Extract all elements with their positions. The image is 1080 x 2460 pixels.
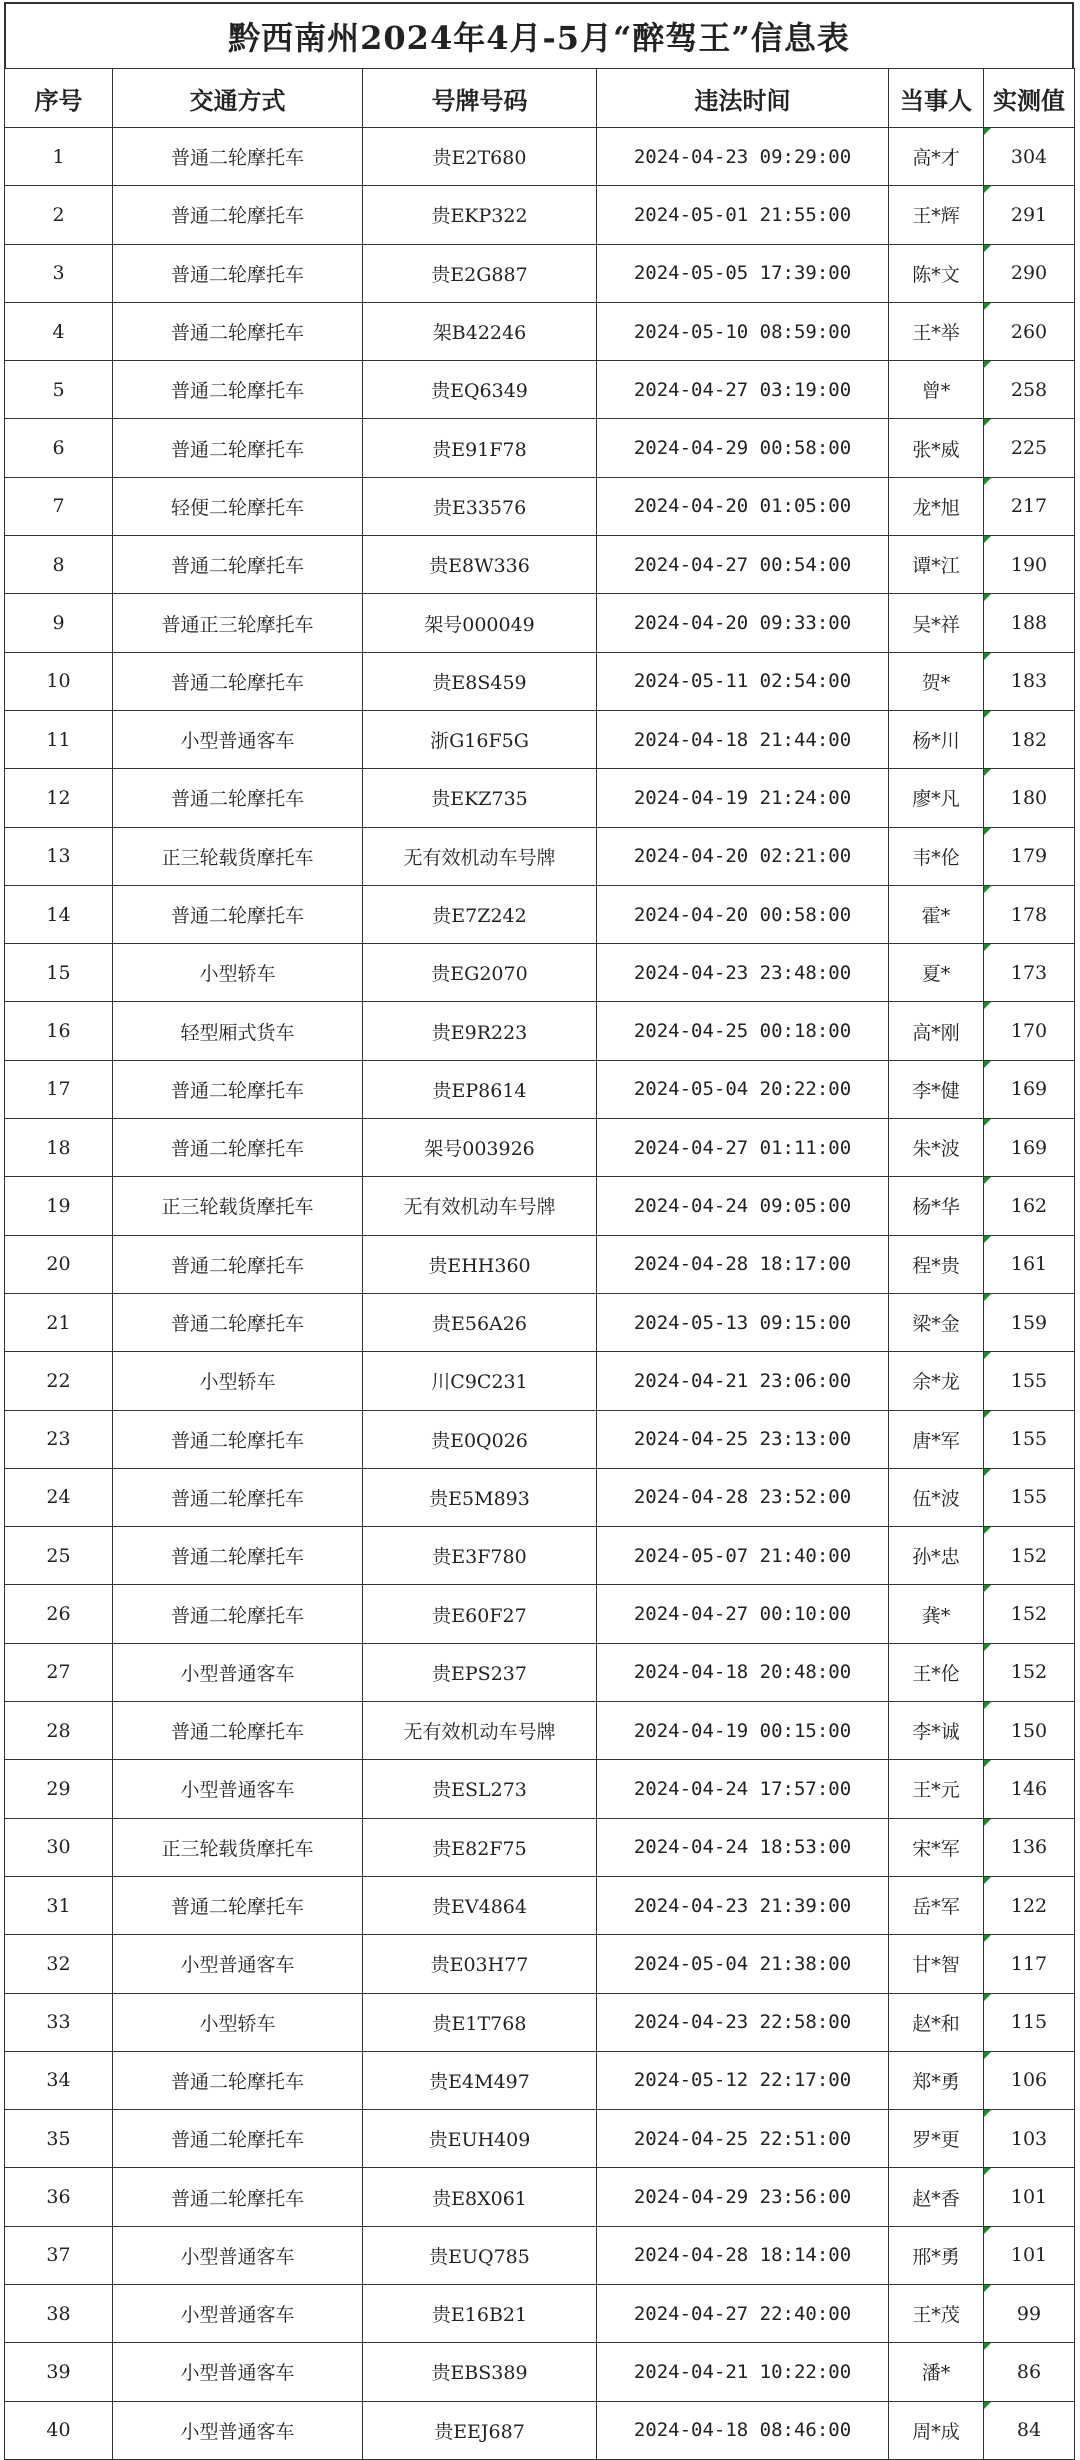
row-plate-number: 贵E8S459 xyxy=(363,652,597,710)
row-measured-value: 225 xyxy=(984,419,1075,477)
row-index: 28 xyxy=(5,1702,113,1760)
table-row xyxy=(5,885,1075,943)
row-plate-number: 贵E1T768 xyxy=(363,1993,597,2051)
row-vehicle-type: 小型轿车 xyxy=(113,944,363,1002)
row-measured-value: 260 xyxy=(984,302,1075,360)
row-party: 唐*军 xyxy=(889,1410,984,1468)
row-measured-value: 101 xyxy=(984,2168,1075,2226)
row-index: 7 xyxy=(5,477,113,535)
row-vehicle-type: 普通二轮摩托车 xyxy=(113,1410,363,1468)
row-index: 9 xyxy=(5,594,113,652)
row-vehicle-type: 小型普通客车 xyxy=(113,710,363,768)
row-measured-value: 136 xyxy=(984,1818,1075,1876)
row-index: 30 xyxy=(5,1818,113,1876)
row-party: 岳*军 xyxy=(889,1876,984,1934)
row-violation-time: 2024-04-18 20:48:00 xyxy=(597,1643,889,1701)
row-index: 8 xyxy=(5,536,113,594)
row-party: 霍* xyxy=(889,885,984,943)
row-party: 程*贵 xyxy=(889,1235,984,1293)
row-violation-time: 2024-04-23 09:29:00 xyxy=(597,128,889,186)
row-vehicle-type: 小型普通客车 xyxy=(113,2284,363,2342)
table-row xyxy=(5,1293,1075,1351)
table-row xyxy=(5,477,1075,535)
table-row xyxy=(5,1002,1075,1060)
row-violation-time: 2024-04-20 01:05:00 xyxy=(597,477,889,535)
row-plate-number: 贵EKZ735 xyxy=(363,769,597,827)
row-party: 廖*凡 xyxy=(889,769,984,827)
row-index: 37 xyxy=(5,2226,113,2284)
row-plate-number: 贵ESL273 xyxy=(363,1760,597,1818)
row-index: 10 xyxy=(5,652,113,710)
row-vehicle-type: 普通二轮摩托车 xyxy=(113,2051,363,2109)
table-row xyxy=(5,1643,1075,1701)
row-plate-number: 贵E0Q026 xyxy=(363,1410,597,1468)
row-plate-number: 贵E16B21 xyxy=(363,2284,597,2342)
row-violation-time: 2024-05-12 22:17:00 xyxy=(597,2051,889,2109)
row-party: 邢*勇 xyxy=(889,2226,984,2284)
row-vehicle-type: 普通二轮摩托车 xyxy=(113,128,363,186)
row-plate-number: 贵EHH360 xyxy=(363,1235,597,1293)
row-vehicle-type: 小型普通客车 xyxy=(113,2401,363,2459)
row-violation-time: 2024-04-20 00:58:00 xyxy=(597,885,889,943)
row-party: 郑*勇 xyxy=(889,2051,984,2109)
row-violation-time: 2024-05-13 09:15:00 xyxy=(597,1293,889,1351)
row-index: 21 xyxy=(5,1293,113,1351)
row-violation-time: 2024-04-28 18:14:00 xyxy=(597,2226,889,2284)
header-violation-time: 违法时间 xyxy=(597,69,889,128)
row-plate-number: 贵E3F780 xyxy=(363,1527,597,1585)
row-plate-number: 架号003926 xyxy=(363,1119,597,1177)
row-party: 王*辉 xyxy=(889,186,984,244)
row-vehicle-type: 普通二轮摩托车 xyxy=(113,1702,363,1760)
row-measured-value: 190 xyxy=(984,536,1075,594)
table-row xyxy=(5,1876,1075,1934)
table-row xyxy=(5,128,1075,186)
row-violation-time: 2024-04-25 00:18:00 xyxy=(597,1002,889,1060)
row-measured-value: 178 xyxy=(984,885,1075,943)
table-row xyxy=(5,944,1075,1002)
row-vehicle-type: 轻便二轮摩托车 xyxy=(113,477,363,535)
header-index: 序号 xyxy=(5,69,113,128)
row-plate-number: 贵E33576 xyxy=(363,477,597,535)
row-violation-time: 2024-04-18 21:44:00 xyxy=(597,710,889,768)
row-party: 王*举 xyxy=(889,302,984,360)
row-vehicle-type: 普通二轮摩托车 xyxy=(113,769,363,827)
row-violation-time: 2024-04-21 10:22:00 xyxy=(597,2343,889,2401)
row-plate-number: 贵EBS389 xyxy=(363,2343,597,2401)
row-violation-time: 2024-04-19 00:15:00 xyxy=(597,1702,889,1760)
row-vehicle-type: 轻型厢式货车 xyxy=(113,1002,363,1060)
row-vehicle-type: 小型普通客车 xyxy=(113,1643,363,1701)
table-row xyxy=(5,652,1075,710)
row-violation-time: 2024-05-04 20:22:00 xyxy=(597,1060,889,1118)
row-measured-value: 159 xyxy=(984,1293,1075,1351)
row-violation-time: 2024-04-20 09:33:00 xyxy=(597,594,889,652)
row-vehicle-type: 普通二轮摩托车 xyxy=(113,1468,363,1526)
table-row xyxy=(5,1177,1075,1235)
table-row xyxy=(5,1527,1075,1585)
row-index: 29 xyxy=(5,1760,113,1818)
row-violation-time: 2024-04-20 02:21:00 xyxy=(597,827,889,885)
row-index: 26 xyxy=(5,1585,113,1643)
row-violation-time: 2024-04-24 09:05:00 xyxy=(597,1177,889,1235)
row-party: 王*茂 xyxy=(889,2284,984,2342)
row-measured-value: 86 xyxy=(984,2343,1075,2401)
row-plate-number: 贵E91F78 xyxy=(363,419,597,477)
row-index: 39 xyxy=(5,2343,113,2401)
row-party: 吴*祥 xyxy=(889,594,984,652)
row-index: 33 xyxy=(5,1993,113,2051)
table-row xyxy=(5,302,1075,360)
table-row xyxy=(5,1235,1075,1293)
row-plate-number: 架B42246 xyxy=(363,302,597,360)
row-measured-value: 304 xyxy=(984,128,1075,186)
table-row xyxy=(5,1760,1075,1818)
table-row xyxy=(5,2284,1075,2342)
table-row xyxy=(5,2168,1075,2226)
row-plate-number: 架号000049 xyxy=(363,594,597,652)
row-vehicle-type: 普通二轮摩托车 xyxy=(113,1060,363,1118)
row-measured-value: 182 xyxy=(984,710,1075,768)
row-violation-time: 2024-04-23 22:58:00 xyxy=(597,1993,889,2051)
row-party: 余*龙 xyxy=(889,1352,984,1410)
row-plate-number: 贵EUQ785 xyxy=(363,2226,597,2284)
row-plate-number: 贵EUH409 xyxy=(363,2110,597,2168)
row-party: 赵*香 xyxy=(889,2168,984,2226)
row-party: 王*伦 xyxy=(889,1643,984,1701)
row-violation-time: 2024-04-24 18:53:00 xyxy=(597,1818,889,1876)
row-index: 4 xyxy=(5,302,113,360)
row-plate-number: 无有效机动车号牌 xyxy=(363,1177,597,1235)
row-vehicle-type: 正三轮载货摩托车 xyxy=(113,1177,363,1235)
row-vehicle-type: 普通二轮摩托车 xyxy=(113,2168,363,2226)
row-vehicle-type: 普通二轮摩托车 xyxy=(113,536,363,594)
row-measured-value: 152 xyxy=(984,1527,1075,1585)
table-title: 黔西南州2024年4月-5月“醉驾王”信息表 xyxy=(4,2,1074,68)
row-party: 高*才 xyxy=(889,128,984,186)
row-vehicle-type: 普通二轮摩托车 xyxy=(113,186,363,244)
row-plate-number: 贵E9R223 xyxy=(363,1002,597,1060)
row-measured-value: 152 xyxy=(984,1585,1075,1643)
row-plate-number: 贵E82F75 xyxy=(363,1818,597,1876)
row-index: 11 xyxy=(5,710,113,768)
row-index: 22 xyxy=(5,1352,113,1410)
info-sheet xyxy=(4,2,1074,2460)
row-vehicle-type: 普通二轮摩托车 xyxy=(113,1235,363,1293)
row-index: 13 xyxy=(5,827,113,885)
row-violation-time: 2024-04-28 18:17:00 xyxy=(597,1235,889,1293)
table-row xyxy=(5,1993,1075,2051)
row-measured-value: 179 xyxy=(984,827,1075,885)
table-row xyxy=(5,2343,1075,2401)
row-plate-number: 无有效机动车号牌 xyxy=(363,827,597,885)
row-vehicle-type: 普通正三轮摩托车 xyxy=(113,594,363,652)
row-violation-time: 2024-05-11 02:54:00 xyxy=(597,652,889,710)
header-plate-number: 号牌号码 xyxy=(363,69,597,128)
row-index: 18 xyxy=(5,1119,113,1177)
row-index: 31 xyxy=(5,1876,113,1934)
row-index: 17 xyxy=(5,1060,113,1118)
row-measured-value: 84 xyxy=(984,2401,1075,2459)
table-row xyxy=(5,186,1075,244)
row-measured-value: 173 xyxy=(984,944,1075,1002)
row-measured-value: 161 xyxy=(984,1235,1075,1293)
row-index: 27 xyxy=(5,1643,113,1701)
row-violation-time: 2024-05-10 08:59:00 xyxy=(597,302,889,360)
row-violation-time: 2024-04-27 00:54:00 xyxy=(597,536,889,594)
row-index: 12 xyxy=(5,769,113,827)
row-party: 赵*和 xyxy=(889,1993,984,2051)
row-index: 6 xyxy=(5,419,113,477)
row-index: 24 xyxy=(5,1468,113,1526)
table-row xyxy=(5,1060,1075,1118)
row-vehicle-type: 普通二轮摩托车 xyxy=(113,1293,363,1351)
row-index: 3 xyxy=(5,244,113,302)
row-party: 朱*波 xyxy=(889,1119,984,1177)
row-plate-number: 贵E60F27 xyxy=(363,1585,597,1643)
row-index: 1 xyxy=(5,128,113,186)
row-measured-value: 152 xyxy=(984,1643,1075,1701)
row-vehicle-type: 正三轮载货摩托车 xyxy=(113,1818,363,1876)
row-vehicle-type: 正三轮载货摩托车 xyxy=(113,827,363,885)
row-index: 15 xyxy=(5,944,113,1002)
row-violation-time: 2024-05-07 21:40:00 xyxy=(597,1527,889,1585)
row-violation-time: 2024-04-23 21:39:00 xyxy=(597,1876,889,1934)
row-plate-number: 贵E5M893 xyxy=(363,1468,597,1526)
row-measured-value: 170 xyxy=(984,1002,1075,1060)
row-vehicle-type: 普通二轮摩托车 xyxy=(113,1527,363,1585)
row-violation-time: 2024-05-05 17:39:00 xyxy=(597,244,889,302)
row-measured-value: 101 xyxy=(984,2226,1075,2284)
table-row xyxy=(5,710,1075,768)
row-violation-time: 2024-04-28 23:52:00 xyxy=(597,1468,889,1526)
row-vehicle-type: 小型轿车 xyxy=(113,1993,363,2051)
row-plate-number: 贵EP8614 xyxy=(363,1060,597,1118)
row-measured-value: 169 xyxy=(984,1060,1075,1118)
row-plate-number: 贵EV4864 xyxy=(363,1876,597,1934)
table-row xyxy=(5,1410,1075,1468)
row-plate-number: 贵E2T680 xyxy=(363,128,597,186)
row-plate-number: 无有效机动车号牌 xyxy=(363,1702,597,1760)
row-measured-value: 106 xyxy=(984,2051,1075,2109)
row-party: 龙*旭 xyxy=(889,477,984,535)
row-violation-time: 2024-04-27 00:10:00 xyxy=(597,1585,889,1643)
table-body xyxy=(5,128,1075,2460)
row-vehicle-type: 普通二轮摩托车 xyxy=(113,1585,363,1643)
row-violation-time: 2024-04-21 23:06:00 xyxy=(597,1352,889,1410)
row-vehicle-type: 普通二轮摩托车 xyxy=(113,302,363,360)
table-row xyxy=(5,2226,1075,2284)
row-measured-value: 99 xyxy=(984,2284,1075,2342)
row-violation-time: 2024-05-04 21:38:00 xyxy=(597,1935,889,1993)
table-row xyxy=(5,1702,1075,1760)
row-violation-time: 2024-04-27 01:11:00 xyxy=(597,1119,889,1177)
row-measured-value: 103 xyxy=(984,2110,1075,2168)
table-row xyxy=(5,536,1075,594)
row-vehicle-type: 小型普通客车 xyxy=(113,1760,363,1818)
row-party: 甘*智 xyxy=(889,1935,984,1993)
row-measured-value: 169 xyxy=(984,1119,1075,1177)
row-party: 陈*文 xyxy=(889,244,984,302)
row-measured-value: 155 xyxy=(984,1352,1075,1410)
row-party: 谭*江 xyxy=(889,536,984,594)
row-measured-value: 258 xyxy=(984,361,1075,419)
header-measured-value: 实测值 xyxy=(984,69,1075,128)
row-measured-value: 155 xyxy=(984,1468,1075,1526)
row-party: 龚* xyxy=(889,1585,984,1643)
row-vehicle-type: 普通二轮摩托车 xyxy=(113,652,363,710)
row-party: 罗*更 xyxy=(889,2110,984,2168)
row-party: 杨*川 xyxy=(889,710,984,768)
row-plate-number: 川C9C231 xyxy=(363,1352,597,1410)
row-vehicle-type: 普通二轮摩托车 xyxy=(113,244,363,302)
row-party: 王*元 xyxy=(889,1760,984,1818)
row-party: 曾* xyxy=(889,361,984,419)
row-measured-value: 291 xyxy=(984,186,1075,244)
row-index: 2 xyxy=(5,186,113,244)
row-party: 杨*华 xyxy=(889,1177,984,1235)
row-measured-value: 180 xyxy=(984,769,1075,827)
row-plate-number: 贵E2G887 xyxy=(363,244,597,302)
row-index: 36 xyxy=(5,2168,113,2226)
row-party: 伍*波 xyxy=(889,1468,984,1526)
row-violation-time: 2024-04-25 23:13:00 xyxy=(597,1410,889,1468)
header-vehicle-type: 交通方式 xyxy=(113,69,363,128)
table-row xyxy=(5,827,1075,885)
row-vehicle-type: 小型轿车 xyxy=(113,1352,363,1410)
table-row xyxy=(5,769,1075,827)
row-vehicle-type: 普通二轮摩托车 xyxy=(113,1119,363,1177)
row-vehicle-type: 小型普通客车 xyxy=(113,2226,363,2284)
table-row xyxy=(5,1352,1075,1410)
row-measured-value: 155 xyxy=(984,1410,1075,1468)
row-plate-number: 贵EG2070 xyxy=(363,944,597,1002)
row-party: 李*诚 xyxy=(889,1702,984,1760)
row-measured-value: 290 xyxy=(984,244,1075,302)
row-party: 李*健 xyxy=(889,1060,984,1118)
table-row xyxy=(5,1585,1075,1643)
table-row xyxy=(5,1468,1075,1526)
table-row xyxy=(5,1818,1075,1876)
header-row xyxy=(5,69,1075,128)
row-party: 张*威 xyxy=(889,419,984,477)
table-row xyxy=(5,361,1075,419)
row-violation-time: 2024-04-18 08:46:00 xyxy=(597,2401,889,2459)
table-row xyxy=(5,2110,1075,2168)
row-violation-time: 2024-04-23 23:48:00 xyxy=(597,944,889,1002)
row-index: 19 xyxy=(5,1177,113,1235)
row-plate-number: 贵EQ6349 xyxy=(363,361,597,419)
row-violation-time: 2024-04-29 23:56:00 xyxy=(597,2168,889,2226)
row-plate-number: 贵EKP322 xyxy=(363,186,597,244)
row-index: 40 xyxy=(5,2401,113,2459)
drunk-driving-table xyxy=(4,68,1075,2460)
row-measured-value: 162 xyxy=(984,1177,1075,1235)
row-plate-number: 贵E03H77 xyxy=(363,1935,597,1993)
table-row xyxy=(5,2401,1075,2459)
row-party: 贺* xyxy=(889,652,984,710)
row-index: 14 xyxy=(5,885,113,943)
row-index: 25 xyxy=(5,1527,113,1585)
row-violation-time: 2024-04-25 22:51:00 xyxy=(597,2110,889,2168)
row-violation-time: 2024-04-27 03:19:00 xyxy=(597,361,889,419)
row-index: 23 xyxy=(5,1410,113,1468)
row-measured-value: 117 xyxy=(984,1935,1075,1993)
row-measured-value: 188 xyxy=(984,594,1075,652)
header-party: 当事人 xyxy=(889,69,984,128)
row-party: 高*刚 xyxy=(889,1002,984,1060)
row-violation-time: 2024-04-19 21:24:00 xyxy=(597,769,889,827)
row-vehicle-type: 普通二轮摩托车 xyxy=(113,885,363,943)
table-row xyxy=(5,419,1075,477)
row-plate-number: 浙G16F5G xyxy=(363,710,597,768)
row-party: 潘* xyxy=(889,2343,984,2401)
row-party: 周*成 xyxy=(889,2401,984,2459)
row-index: 34 xyxy=(5,2051,113,2109)
row-violation-time: 2024-04-29 00:58:00 xyxy=(597,419,889,477)
row-party: 韦*伦 xyxy=(889,827,984,885)
row-vehicle-type: 小型普通客车 xyxy=(113,1935,363,1993)
row-plate-number: 贵EPS237 xyxy=(363,1643,597,1701)
table-row xyxy=(5,1935,1075,1993)
row-index: 20 xyxy=(5,1235,113,1293)
row-plate-number: 贵E8X061 xyxy=(363,2168,597,2226)
row-measured-value: 183 xyxy=(984,652,1075,710)
row-party: 宋*军 xyxy=(889,1818,984,1876)
row-vehicle-type: 小型普通客车 xyxy=(113,2343,363,2401)
row-plate-number: 贵E4M497 xyxy=(363,2051,597,2109)
table-row xyxy=(5,1119,1075,1177)
row-index: 16 xyxy=(5,1002,113,1060)
table-row xyxy=(5,2051,1075,2109)
row-index: 35 xyxy=(5,2110,113,2168)
row-party: 梁*金 xyxy=(889,1293,984,1351)
table-row xyxy=(5,244,1075,302)
row-violation-time: 2024-04-27 22:40:00 xyxy=(597,2284,889,2342)
row-vehicle-type: 普通二轮摩托车 xyxy=(113,361,363,419)
row-index: 32 xyxy=(5,1935,113,1993)
table-row xyxy=(5,594,1075,652)
row-party: 孙*忠 xyxy=(889,1527,984,1585)
row-measured-value: 150 xyxy=(984,1702,1075,1760)
row-index: 38 xyxy=(5,2284,113,2342)
row-vehicle-type: 普通二轮摩托车 xyxy=(113,419,363,477)
row-plate-number: 贵E7Z242 xyxy=(363,885,597,943)
row-measured-value: 122 xyxy=(984,1876,1075,1934)
row-vehicle-type: 普通二轮摩托车 xyxy=(113,2110,363,2168)
row-plate-number: 贵E56A26 xyxy=(363,1293,597,1351)
row-violation-time: 2024-04-24 17:57:00 xyxy=(597,1760,889,1818)
row-index: 5 xyxy=(5,361,113,419)
row-plate-number: 贵E8W336 xyxy=(363,536,597,594)
row-vehicle-type: 普通二轮摩托车 xyxy=(113,1876,363,1934)
row-plate-number: 贵EEJ687 xyxy=(363,2401,597,2459)
row-measured-value: 146 xyxy=(984,1760,1075,1818)
row-party: 夏* xyxy=(889,944,984,1002)
row-measured-value: 115 xyxy=(984,1993,1075,2051)
row-violation-time: 2024-05-01 21:55:00 xyxy=(597,186,889,244)
row-measured-value: 217 xyxy=(984,477,1075,535)
